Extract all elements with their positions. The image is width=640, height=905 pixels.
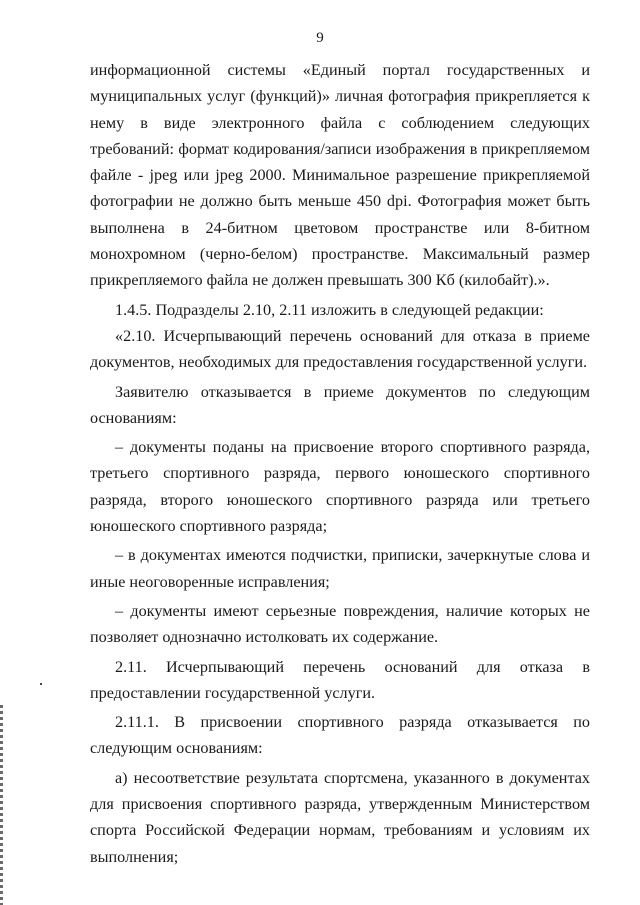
- list-item-wrong-rank: – документы поданы на присвоение второго спортивного разряда, третьего спортивного разряда, первого юношеского спортивного разряда, второго юношеского спортивного разряда или третьего юношеского спортивного разряда;: [90, 438, 590, 536]
- list-item-corrections: – в документах имеются подчистки, приписки, зачеркнутые слова и иные неоговоренные исправления;: [90, 546, 590, 591]
- page-number: 9: [316, 30, 324, 46]
- paragraph-photo-requirements: информационной системы «Единый портал государственных и муниципальных услуг (функций)» личная фотография прикрепляется к нему в виде электронного файла с соблюдением следующих требований: формат кодирования/записи изображения в прикрепляемом файле - jpeg или jpeg 2000. Минимальное разрешение прикрепляемой фотографии не должно быть меньше 450 dpi. Фотография может быть выполнена в 24-битном цветовом пространстве или 8-битном монохромном (черно-белом) пространстве. Максимальный размер прикрепляемого файла не должен превышать 300 Кб (килобайт).».: [90, 61, 590, 290]
- paragraph-2-11-heading: 2.11. Исчерпывающий перечень оснований для отказа в предоставлении государственной услуги.: [90, 657, 590, 702]
- list-item-a-result-mismatch: а) несоответствие результата спортсмена, указанного в документах для присвоения спортивного разряда, утвержденным Министерством спорта Российской Федерации нормам, требованиям и условиям их выполнения;: [90, 768, 590, 866]
- paragraph-1-4-5: 1.4.5. Подразделы 2.10, 2.11 изложить в следующей редакции:: [115, 300, 544, 319]
- paragraph-2-10-heading: «2.10. Исчерпывающий перечень оснований для отказа в приеме документов, необходимых для предоставления государственной услуги.: [90, 326, 590, 372]
- document-body: [90, 57, 590, 870]
- paragraph-refusal-intro: Заявителю отказывается в приеме документов по следующим основаниям:: [90, 382, 590, 427]
- scan-binding-edge: [0, 705, 3, 905]
- list-item-damaged-documents: – документы имеют серьезные повреждения, наличие которых не позволяет однозначно истолковать их содержание.: [90, 601, 590, 647]
- paragraph-2-11-1: 2.11.1. В присвоении спортивного разряда отказывается по следующим основаниям:: [90, 713, 590, 758]
- scan-artifact-dot: [40, 683, 42, 685]
